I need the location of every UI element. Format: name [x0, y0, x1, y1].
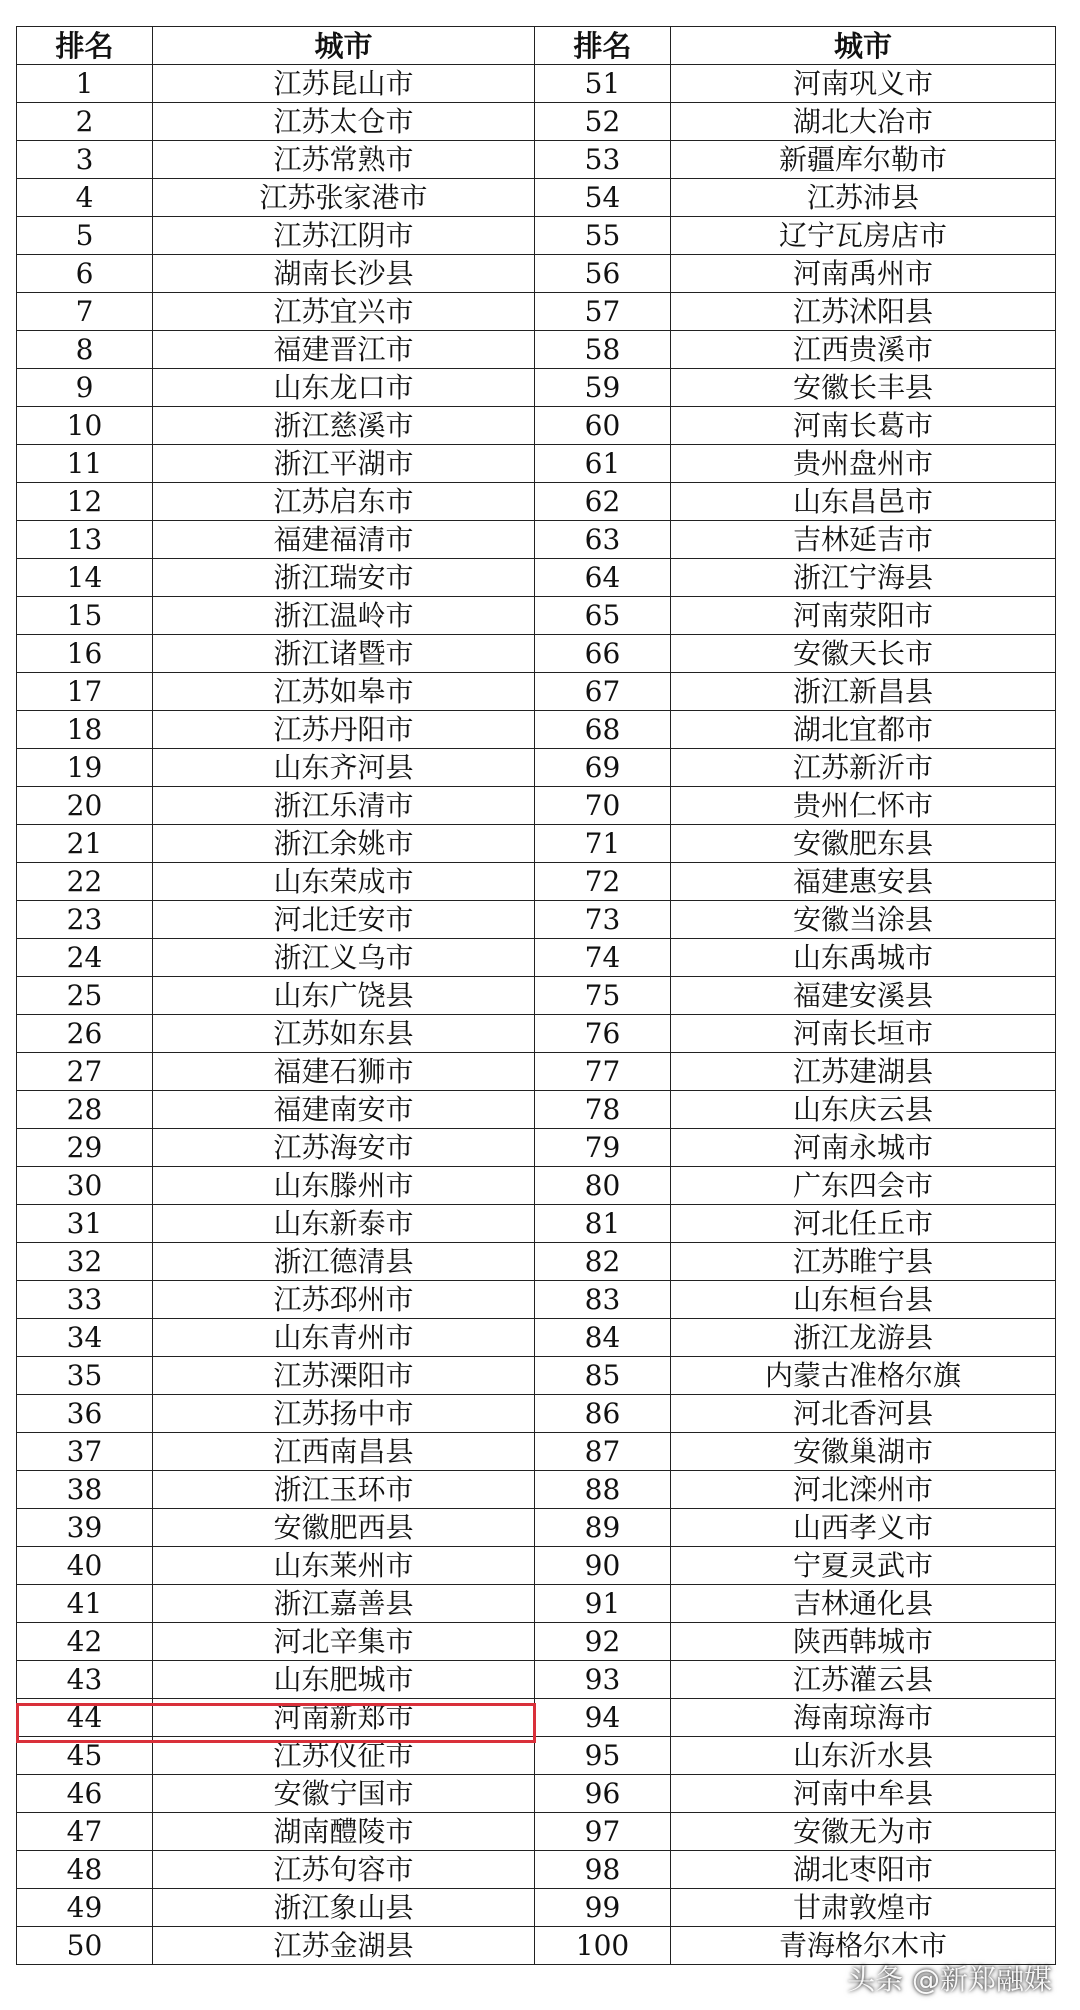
- cell-city-left: 福建晋江市: [153, 331, 535, 369]
- table-row: [17, 1661, 1056, 1699]
- table-row: [17, 521, 1056, 559]
- table-row: [17, 1813, 1056, 1851]
- cell-rank-right: 52: [535, 103, 671, 141]
- table-row: [17, 179, 1056, 217]
- cell-city-right: 河北香河县: [671, 1395, 1056, 1433]
- cell-city-right: 江苏睢宁县: [671, 1243, 1056, 1281]
- cell-rank-right: 84: [535, 1319, 671, 1357]
- cell-city-right: 吉林通化县: [671, 1585, 1056, 1623]
- cell-rank-right: 77: [535, 1053, 671, 1091]
- cell-city-right: 江西贵溪市: [671, 331, 1056, 369]
- table-row: [17, 901, 1056, 939]
- cell-rank-right: 55: [535, 217, 671, 255]
- cell-rank-left: 50: [17, 1927, 153, 1965]
- table-row: [17, 1243, 1056, 1281]
- table-row: [17, 1775, 1056, 1813]
- cell-city-left: 浙江嘉善县: [153, 1585, 535, 1623]
- cell-rank-left: 38: [17, 1471, 153, 1509]
- table-row: [17, 65, 1056, 103]
- header-city-left: 城市: [153, 27, 535, 65]
- cell-rank-right: 82: [535, 1243, 671, 1281]
- table-row: [17, 217, 1056, 255]
- table-row: [17, 293, 1056, 331]
- cell-rank-right: 64: [535, 559, 671, 597]
- cell-city-right: 陕西韩城市: [671, 1623, 1056, 1661]
- cell-city-left: 江苏常熟市: [153, 141, 535, 179]
- cell-rank-left: 24: [17, 939, 153, 977]
- cell-city-right: 海南琼海市: [671, 1699, 1056, 1737]
- cell-rank-left: 34: [17, 1319, 153, 1357]
- cell-city-left: 山东青州市: [153, 1319, 535, 1357]
- cell-rank-right: 57: [535, 293, 671, 331]
- cell-rank-left: 41: [17, 1585, 153, 1623]
- cell-city-left: 江西南昌县: [153, 1433, 535, 1471]
- cell-city-right: 山东桓台县: [671, 1281, 1056, 1319]
- cell-rank-left: 23: [17, 901, 153, 939]
- cell-city-left: 福建福清市: [153, 521, 535, 559]
- cell-rank-right: 51: [535, 65, 671, 103]
- table-row: [17, 635, 1056, 673]
- cell-rank-right: 68: [535, 711, 671, 749]
- cell-city-left: 湖南长沙县: [153, 255, 535, 293]
- cell-rank-left: 48: [17, 1851, 153, 1889]
- ranking-table: [16, 26, 1056, 1965]
- cell-rank-left: 6: [17, 255, 153, 293]
- cell-city-left: 江苏如东县: [153, 1015, 535, 1053]
- cell-city-left: 浙江平湖市: [153, 445, 535, 483]
- cell-rank-right: 97: [535, 1813, 671, 1851]
- table-row: [17, 1889, 1056, 1927]
- cell-city-left: 浙江义乌市: [153, 939, 535, 977]
- cell-city-left: 山东龙口市: [153, 369, 535, 407]
- cell-city-left: 江苏昆山市: [153, 65, 535, 103]
- cell-rank-left: 2: [17, 103, 153, 141]
- cell-rank-left: 21: [17, 825, 153, 863]
- cell-city-left: 福建石狮市: [153, 1053, 535, 1091]
- table-row: [17, 1015, 1056, 1053]
- cell-city-right: 新疆库尔勒市: [671, 141, 1056, 179]
- cell-city-left: 江苏溧阳市: [153, 1357, 535, 1395]
- table-row: [17, 1433, 1056, 1471]
- cell-city-left: 山东荣成市: [153, 863, 535, 901]
- cell-rank-left: 10: [17, 407, 153, 445]
- cell-city-right: 河南永城市: [671, 1129, 1056, 1167]
- cell-rank-right: 86: [535, 1395, 671, 1433]
- cell-rank-left: 20: [17, 787, 153, 825]
- cell-city-left: 山东肥城市: [153, 1661, 535, 1699]
- table-row: [17, 1167, 1056, 1205]
- cell-rank-right: 81: [535, 1205, 671, 1243]
- cell-city-right: 安徽当涂县: [671, 901, 1056, 939]
- cell-rank-right: 98: [535, 1851, 671, 1889]
- cell-rank-left: 44: [17, 1699, 153, 1737]
- cell-rank-right: 74: [535, 939, 671, 977]
- cell-rank-right: 75: [535, 977, 671, 1015]
- cell-rank-left: 33: [17, 1281, 153, 1319]
- cell-city-left: 山东新泰市: [153, 1205, 535, 1243]
- cell-rank-left: 49: [17, 1889, 153, 1927]
- cell-rank-right: 65: [535, 597, 671, 635]
- table-row: [17, 939, 1056, 977]
- cell-city-right: 河南中牟县: [671, 1775, 1056, 1813]
- cell-rank-right: 61: [535, 445, 671, 483]
- cell-rank-left: 47: [17, 1813, 153, 1851]
- cell-rank-left: 18: [17, 711, 153, 749]
- cell-rank-right: 100: [535, 1927, 671, 1965]
- cell-rank-right: 73: [535, 901, 671, 939]
- cell-city-left: 河北迁安市: [153, 901, 535, 939]
- cell-rank-right: 53: [535, 141, 671, 179]
- cell-city-left: 福建南安市: [153, 1091, 535, 1129]
- table-row: [17, 1471, 1056, 1509]
- cell-rank-left: 5: [17, 217, 153, 255]
- cell-city-left: 安徽宁国市: [153, 1775, 535, 1813]
- cell-city-right: 江苏建湖县: [671, 1053, 1056, 1091]
- table-row: [17, 141, 1056, 179]
- cell-rank-left: 36: [17, 1395, 153, 1433]
- table-row: [17, 407, 1056, 445]
- table-row: [17, 1281, 1056, 1319]
- cell-rank-left: 27: [17, 1053, 153, 1091]
- cell-rank-right: 67: [535, 673, 671, 711]
- cell-rank-left: 28: [17, 1091, 153, 1129]
- cell-rank-left: 3: [17, 141, 153, 179]
- cell-rank-left: 4: [17, 179, 153, 217]
- cell-rank-left: 45: [17, 1737, 153, 1775]
- cell-city-right: 贵州盘州市: [671, 445, 1056, 483]
- cell-city-left: 湖南醴陵市: [153, 1813, 535, 1851]
- header-city-right: 城市: [671, 27, 1056, 65]
- cell-rank-right: 93: [535, 1661, 671, 1699]
- cell-rank-right: 71: [535, 825, 671, 863]
- cell-city-left: 江苏江阴市: [153, 217, 535, 255]
- cell-city-right: 吉林延吉市: [671, 521, 1056, 559]
- table-row: [17, 1585, 1056, 1623]
- cell-city-left: 江苏仪征市: [153, 1737, 535, 1775]
- cell-rank-left: 17: [17, 673, 153, 711]
- table-row: [17, 445, 1056, 483]
- cell-rank-left: 32: [17, 1243, 153, 1281]
- table-row: [17, 1129, 1056, 1167]
- table-row: [17, 749, 1056, 787]
- cell-rank-left: 14: [17, 559, 153, 597]
- cell-city-left: 江苏金湖县: [153, 1927, 535, 1965]
- cell-rank-left: 26: [17, 1015, 153, 1053]
- cell-city-right: 辽宁瓦房店市: [671, 217, 1056, 255]
- cell-rank-left: 29: [17, 1129, 153, 1167]
- table-row: [17, 787, 1056, 825]
- watermark: [847, 1958, 1052, 1998]
- table-row: [17, 597, 1056, 635]
- cell-city-right: 河南长垣市: [671, 1015, 1056, 1053]
- cell-city-left: 江苏启东市: [153, 483, 535, 521]
- cell-city-left: 江苏太仓市: [153, 103, 535, 141]
- table-row: [17, 1205, 1056, 1243]
- cell-rank-left: 37: [17, 1433, 153, 1471]
- table-row: [17, 1319, 1056, 1357]
- cell-rank-left: 31: [17, 1205, 153, 1243]
- cell-rank-left: 12: [17, 483, 153, 521]
- cell-city-right: 河南荥阳市: [671, 597, 1056, 635]
- cell-city-left: 安徽肥西县: [153, 1509, 535, 1547]
- cell-city-right: 山东沂水县: [671, 1737, 1056, 1775]
- cell-rank-right: 58: [535, 331, 671, 369]
- table-row: [17, 331, 1056, 369]
- cell-city-right: 福建安溪县: [671, 977, 1056, 1015]
- cell-city-right: 甘肃敦煌市: [671, 1889, 1056, 1927]
- cell-rank-right: 59: [535, 369, 671, 407]
- cell-rank-right: 60: [535, 407, 671, 445]
- cell-rank-right: 70: [535, 787, 671, 825]
- cell-city-left: 江苏句容市: [153, 1851, 535, 1889]
- cell-city-left: 江苏丹阳市: [153, 711, 535, 749]
- table-row: [17, 1851, 1056, 1889]
- cell-city-right: 广东四会市: [671, 1167, 1056, 1205]
- cell-city-left: 江苏如皋市: [153, 673, 535, 711]
- table-body: [17, 65, 1056, 1965]
- cell-rank-left: 1: [17, 65, 153, 103]
- cell-rank-right: 54: [535, 179, 671, 217]
- table-row: [17, 1547, 1056, 1585]
- cell-rank-right: 99: [535, 1889, 671, 1927]
- cell-rank-right: 91: [535, 1585, 671, 1623]
- table-row: [17, 1699, 1056, 1737]
- cell-city-left: 浙江瑞安市: [153, 559, 535, 597]
- table-row: [17, 825, 1056, 863]
- cell-city-right: 安徽无为市: [671, 1813, 1056, 1851]
- cell-city-right: 河北任丘市: [671, 1205, 1056, 1243]
- cell-rank-right: 88: [535, 1471, 671, 1509]
- table-row: [17, 1091, 1056, 1129]
- table-row: [17, 711, 1056, 749]
- cell-rank-left: 30: [17, 1167, 153, 1205]
- cell-city-right: 安徽天长市: [671, 635, 1056, 673]
- cell-city-right: 河北滦州市: [671, 1471, 1056, 1509]
- cell-city-left: 河北辛集市: [153, 1623, 535, 1661]
- cell-city-left: 江苏扬中市: [153, 1395, 535, 1433]
- cell-city-left: 江苏海安市: [153, 1129, 535, 1167]
- cell-city-right: 河南巩义市: [671, 65, 1056, 103]
- cell-city-right: 安徽肥东县: [671, 825, 1056, 863]
- cell-city-right: 江苏沭阳县: [671, 293, 1056, 331]
- cell-city-left: 浙江德清县: [153, 1243, 535, 1281]
- cell-city-right: 宁夏灵武市: [671, 1547, 1056, 1585]
- cell-city-right: 山东昌邑市: [671, 483, 1056, 521]
- cell-rank-right: 95: [535, 1737, 671, 1775]
- cell-city-left: 河南新郑市: [153, 1699, 535, 1737]
- cell-rank-right: 89: [535, 1509, 671, 1547]
- cell-city-left: 浙江余姚市: [153, 825, 535, 863]
- cell-city-right: 浙江龙游县: [671, 1319, 1056, 1357]
- cell-city-right: 河南长葛市: [671, 407, 1056, 445]
- cell-city-right: 山西孝义市: [671, 1509, 1056, 1547]
- cell-city-left: 浙江温岭市: [153, 597, 535, 635]
- table-row: [17, 255, 1056, 293]
- cell-city-right: 安徽巢湖市: [671, 1433, 1056, 1471]
- header-rank-right: 排名: [535, 27, 671, 65]
- cell-rank-left: 19: [17, 749, 153, 787]
- cell-rank-right: 76: [535, 1015, 671, 1053]
- cell-city-right: 内蒙古准格尔旗: [671, 1357, 1056, 1395]
- cell-city-right: 江苏沛县: [671, 179, 1056, 217]
- cell-city-right: 浙江宁海县: [671, 559, 1056, 597]
- cell-city-right: 青海格尔木市: [671, 1927, 1056, 1965]
- cell-city-right: 湖北宜都市: [671, 711, 1056, 749]
- cell-city-right: 山东庆云县: [671, 1091, 1056, 1129]
- table-row: [17, 673, 1056, 711]
- cell-city-right: 江苏新沂市: [671, 749, 1056, 787]
- table-row: [17, 559, 1056, 597]
- cell-city-left: 山东广饶县: [153, 977, 535, 1015]
- cell-city-right: 湖北枣阳市: [671, 1851, 1056, 1889]
- table-header-row: [17, 27, 1056, 65]
- cell-rank-right: 62: [535, 483, 671, 521]
- cell-rank-right: 92: [535, 1623, 671, 1661]
- cell-rank-left: 25: [17, 977, 153, 1015]
- header-rank-left: 排名: [17, 27, 153, 65]
- cell-rank-left: 46: [17, 1775, 153, 1813]
- cell-rank-left: 13: [17, 521, 153, 559]
- table-row: [17, 863, 1056, 901]
- table-row: [17, 103, 1056, 141]
- cell-city-left: 浙江诸暨市: [153, 635, 535, 673]
- cell-city-left: 山东齐河县: [153, 749, 535, 787]
- cell-city-right: 山东禹城市: [671, 939, 1056, 977]
- cell-city-right: 河南禹州市: [671, 255, 1056, 293]
- cell-rank-left: 40: [17, 1547, 153, 1585]
- cell-city-right: 湖北大冶市: [671, 103, 1056, 141]
- cell-rank-left: 7: [17, 293, 153, 331]
- cell-city-left: 江苏张家港市: [153, 179, 535, 217]
- cell-rank-right: 78: [535, 1091, 671, 1129]
- cell-rank-left: 11: [17, 445, 153, 483]
- cell-city-left: 浙江象山县: [153, 1889, 535, 1927]
- cell-city-left: 江苏宜兴市: [153, 293, 535, 331]
- cell-rank-right: 90: [535, 1547, 671, 1585]
- cell-city-left: 江苏邳州市: [153, 1281, 535, 1319]
- table-row: [17, 1623, 1056, 1661]
- cell-rank-right: 66: [535, 635, 671, 673]
- cell-city-right: 福建惠安县: [671, 863, 1056, 901]
- cell-rank-left: 42: [17, 1623, 153, 1661]
- cell-rank-left: 35: [17, 1357, 153, 1395]
- table-row: [17, 1053, 1056, 1091]
- cell-city-left: 浙江乐清市: [153, 787, 535, 825]
- cell-city-left: 浙江玉环市: [153, 1471, 535, 1509]
- cell-city-left: 山东滕州市: [153, 1167, 535, 1205]
- cell-city-right: 浙江新昌县: [671, 673, 1056, 711]
- cell-city-right: 贵州仁怀市: [671, 787, 1056, 825]
- cell-rank-left: 39: [17, 1509, 153, 1547]
- table-row: [17, 1509, 1056, 1547]
- cell-rank-right: 87: [535, 1433, 671, 1471]
- cell-rank-left: 9: [17, 369, 153, 407]
- cell-rank-right: 56: [535, 255, 671, 293]
- cell-rank-right: 80: [535, 1167, 671, 1205]
- cell-rank-right: 85: [535, 1357, 671, 1395]
- cell-city-left: 山东莱州市: [153, 1547, 535, 1585]
- table-row: [17, 1737, 1056, 1775]
- cell-rank-right: 63: [535, 521, 671, 559]
- cell-rank-left: 22: [17, 863, 153, 901]
- cell-rank-right: 94: [535, 1699, 671, 1737]
- cell-rank-left: 15: [17, 597, 153, 635]
- cell-rank-left: 8: [17, 331, 153, 369]
- cell-city-right: 安徽长丰县: [671, 369, 1056, 407]
- cell-rank-right: 72: [535, 863, 671, 901]
- table-row: [17, 977, 1056, 1015]
- cell-rank-left: 16: [17, 635, 153, 673]
- table-row: [17, 1395, 1056, 1433]
- table-row: [17, 369, 1056, 407]
- cell-rank-right: 83: [535, 1281, 671, 1319]
- watermark-text: 头条 @新郑融媒: [847, 1963, 1052, 1996]
- table-row: [17, 1357, 1056, 1395]
- cell-city-right: 江苏灌云县: [671, 1661, 1056, 1699]
- cell-rank-right: 79: [535, 1129, 671, 1167]
- table-row: [17, 483, 1056, 521]
- cell-rank-right: 69: [535, 749, 671, 787]
- cell-rank-left: 43: [17, 1661, 153, 1699]
- cell-city-left: 浙江慈溪市: [153, 407, 535, 445]
- cell-rank-right: 96: [535, 1775, 671, 1813]
